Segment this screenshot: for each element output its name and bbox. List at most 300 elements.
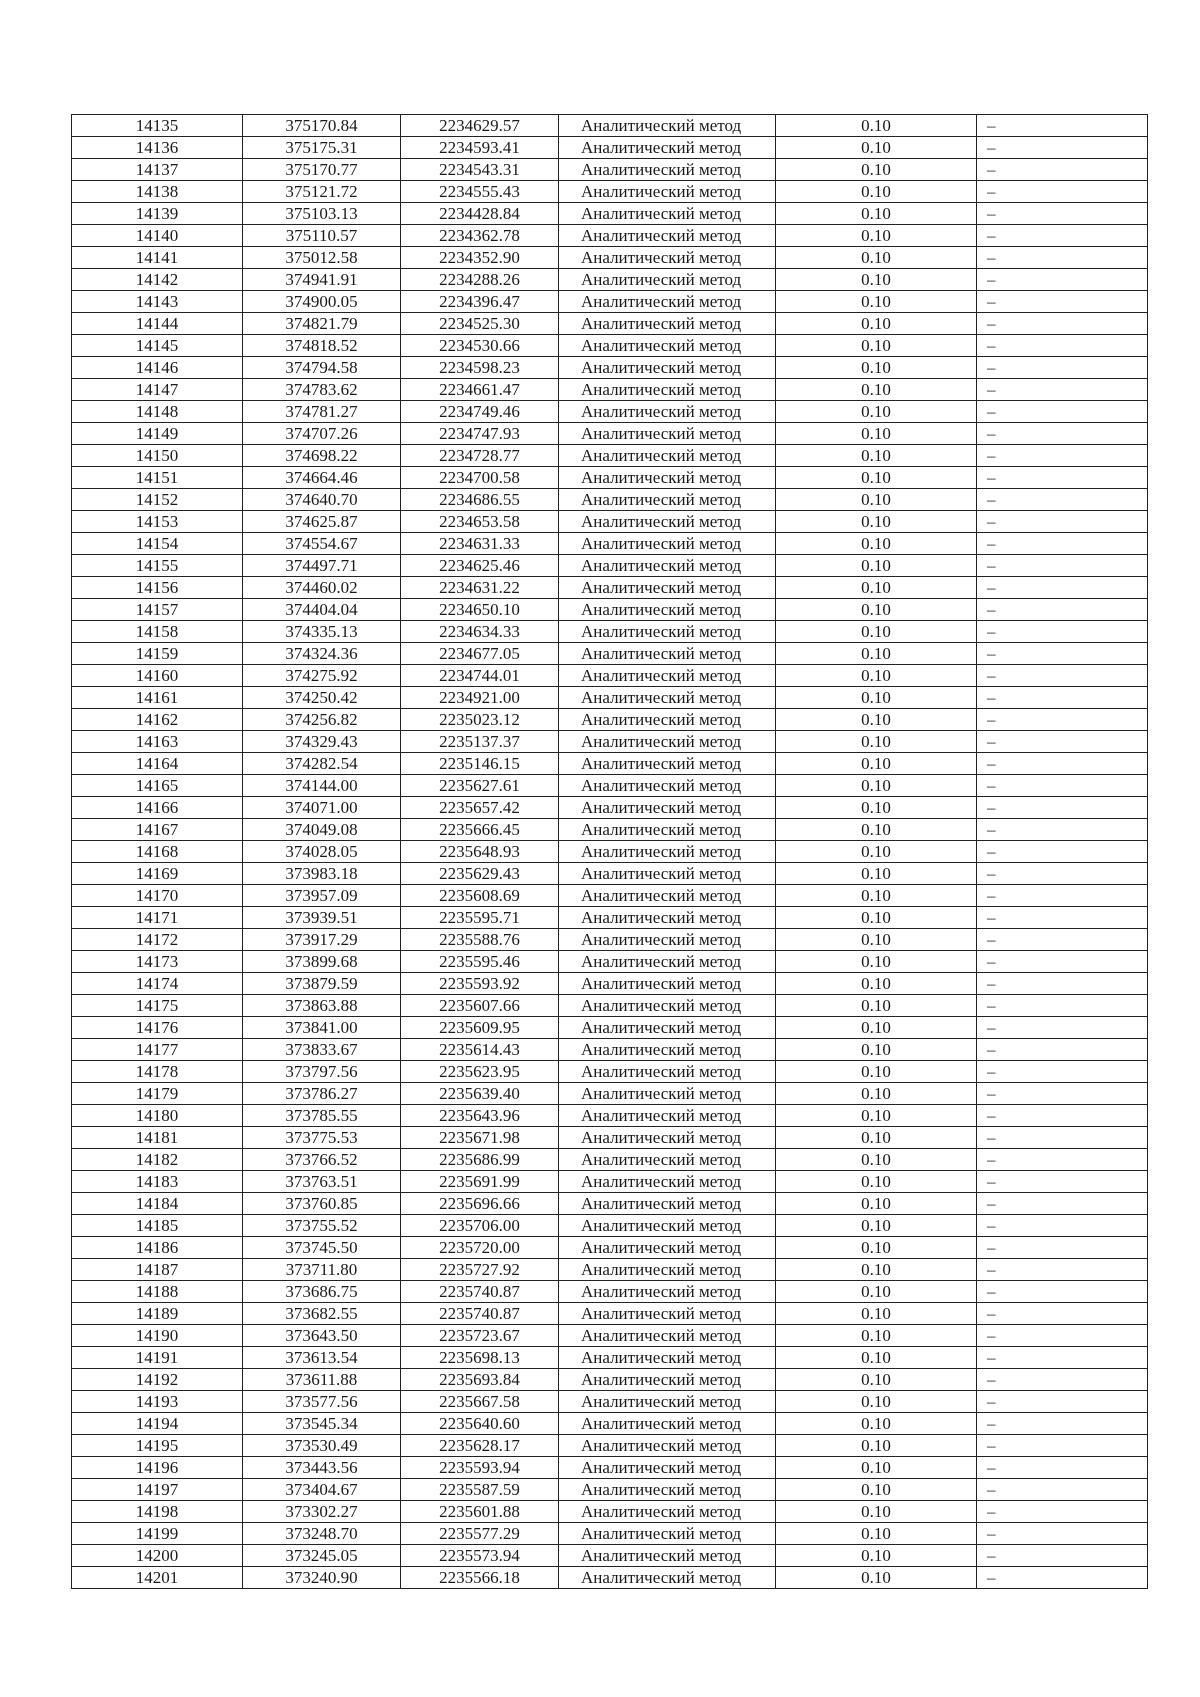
y-coordinate-cell: 2235627.61 bbox=[401, 775, 559, 797]
table-row bbox=[72, 1105, 1148, 1127]
table-row bbox=[72, 621, 1148, 643]
y-coordinate-cell: 2235593.94 bbox=[401, 1457, 559, 1479]
table-row bbox=[72, 1369, 1148, 1391]
x-coordinate-cell: 373711.80 bbox=[243, 1259, 401, 1281]
point-number-cell: 14144 bbox=[72, 313, 243, 335]
table-row bbox=[72, 1215, 1148, 1237]
method-cell: Аналитический метод bbox=[559, 137, 776, 159]
y-coordinate-cell: 2235686.99 bbox=[401, 1149, 559, 1171]
accuracy-cell: 0.10 bbox=[776, 269, 977, 291]
accuracy-cell: 0.10 bbox=[776, 137, 977, 159]
method-cell: Аналитический метод bbox=[559, 797, 776, 819]
point-number-cell: 14190 bbox=[72, 1325, 243, 1347]
x-coordinate-cell: 374625.87 bbox=[243, 511, 401, 533]
y-coordinate-cell: 2235614.43 bbox=[401, 1039, 559, 1061]
method-cell: Аналитический метод bbox=[559, 841, 776, 863]
table-row bbox=[72, 1567, 1148, 1589]
x-coordinate-cell: 374707.26 bbox=[243, 423, 401, 445]
x-coordinate-cell: 373797.56 bbox=[243, 1061, 401, 1083]
table-row bbox=[72, 775, 1148, 797]
table-row bbox=[72, 1501, 1148, 1523]
table-row bbox=[72, 1127, 1148, 1149]
table-row bbox=[72, 577, 1148, 599]
table-row bbox=[72, 753, 1148, 775]
note-cell: – bbox=[977, 357, 1148, 379]
method-cell: Аналитический метод bbox=[559, 1149, 776, 1171]
y-coordinate-cell: 2235666.45 bbox=[401, 819, 559, 841]
coordinates-table-body bbox=[72, 115, 1148, 1589]
accuracy-cell: 0.10 bbox=[776, 467, 977, 489]
method-cell: Аналитический метод bbox=[559, 1281, 776, 1303]
note-cell: – bbox=[977, 1149, 1148, 1171]
method-cell: Аналитический метод bbox=[559, 687, 776, 709]
accuracy-cell: 0.10 bbox=[776, 929, 977, 951]
accuracy-cell: 0.10 bbox=[776, 775, 977, 797]
x-coordinate-cell: 373785.55 bbox=[243, 1105, 401, 1127]
point-number-cell: 14149 bbox=[72, 423, 243, 445]
point-number-cell: 14142 bbox=[72, 269, 243, 291]
accuracy-cell: 0.10 bbox=[776, 181, 977, 203]
method-cell: Аналитический метод bbox=[559, 1237, 776, 1259]
y-coordinate-cell: 2234396.47 bbox=[401, 291, 559, 313]
y-coordinate-cell: 2235608.69 bbox=[401, 885, 559, 907]
x-coordinate-cell: 373766.52 bbox=[243, 1149, 401, 1171]
y-coordinate-cell: 2234288.26 bbox=[401, 269, 559, 291]
y-coordinate-cell: 2235146.15 bbox=[401, 753, 559, 775]
method-cell: Аналитический метод bbox=[559, 577, 776, 599]
accuracy-cell: 0.10 bbox=[776, 335, 977, 357]
note-cell: – bbox=[977, 1193, 1148, 1215]
x-coordinate-cell: 374900.05 bbox=[243, 291, 401, 313]
method-cell: Аналитический метод bbox=[559, 1105, 776, 1127]
table-row bbox=[72, 511, 1148, 533]
method-cell: Аналитический метод bbox=[559, 225, 776, 247]
table-row bbox=[72, 1193, 1148, 1215]
y-coordinate-cell: 2234686.55 bbox=[401, 489, 559, 511]
x-coordinate-cell: 373899.68 bbox=[243, 951, 401, 973]
method-cell: Аналитический метод bbox=[559, 203, 776, 225]
table-row bbox=[72, 1237, 1148, 1259]
accuracy-cell: 0.10 bbox=[776, 643, 977, 665]
table-row bbox=[72, 357, 1148, 379]
y-coordinate-cell: 2235137.37 bbox=[401, 731, 559, 753]
table-row bbox=[72, 731, 1148, 753]
method-cell: Аналитический метод bbox=[559, 621, 776, 643]
accuracy-cell: 0.10 bbox=[776, 1127, 977, 1149]
y-coordinate-cell: 2234653.58 bbox=[401, 511, 559, 533]
note-cell: – bbox=[977, 1413, 1148, 1435]
accuracy-cell: 0.10 bbox=[776, 357, 977, 379]
table-row bbox=[72, 1545, 1148, 1567]
accuracy-cell: 0.10 bbox=[776, 1391, 977, 1413]
accuracy-cell: 0.10 bbox=[776, 1545, 977, 1567]
point-number-cell: 14173 bbox=[72, 951, 243, 973]
accuracy-cell: 0.10 bbox=[776, 665, 977, 687]
method-cell: Аналитический метод bbox=[559, 467, 776, 489]
x-coordinate-cell: 374256.82 bbox=[243, 709, 401, 731]
accuracy-cell: 0.10 bbox=[776, 1017, 977, 1039]
x-coordinate-cell: 374324.36 bbox=[243, 643, 401, 665]
y-coordinate-cell: 2235595.46 bbox=[401, 951, 559, 973]
y-coordinate-cell: 2234631.22 bbox=[401, 577, 559, 599]
table-row bbox=[72, 181, 1148, 203]
point-number-cell: 14192 bbox=[72, 1369, 243, 1391]
x-coordinate-cell: 374554.67 bbox=[243, 533, 401, 555]
accuracy-cell: 0.10 bbox=[776, 885, 977, 907]
accuracy-cell: 0.10 bbox=[776, 247, 977, 269]
y-coordinate-cell: 2235595.71 bbox=[401, 907, 559, 929]
method-cell: Аналитический метод bbox=[559, 1369, 776, 1391]
x-coordinate-cell: 373245.05 bbox=[243, 1545, 401, 1567]
y-coordinate-cell: 2235577.29 bbox=[401, 1523, 559, 1545]
table-row bbox=[72, 1017, 1148, 1039]
x-coordinate-cell: 374794.58 bbox=[243, 357, 401, 379]
point-number-cell: 14186 bbox=[72, 1237, 243, 1259]
accuracy-cell: 0.10 bbox=[776, 1413, 977, 1435]
accuracy-cell: 0.10 bbox=[776, 599, 977, 621]
accuracy-cell: 0.10 bbox=[776, 577, 977, 599]
y-coordinate-cell: 2235623.95 bbox=[401, 1061, 559, 1083]
y-coordinate-cell: 2235643.96 bbox=[401, 1105, 559, 1127]
table-row bbox=[72, 929, 1148, 951]
note-cell: – bbox=[977, 401, 1148, 423]
method-cell: Аналитический метод bbox=[559, 819, 776, 841]
x-coordinate-cell: 373613.54 bbox=[243, 1347, 401, 1369]
y-coordinate-cell: 2234744.01 bbox=[401, 665, 559, 687]
table-row bbox=[72, 1523, 1148, 1545]
point-number-cell: 14194 bbox=[72, 1413, 243, 1435]
table-row bbox=[72, 1281, 1148, 1303]
table-row bbox=[72, 269, 1148, 291]
point-number-cell: 14165 bbox=[72, 775, 243, 797]
note-cell: – bbox=[977, 423, 1148, 445]
accuracy-cell: 0.10 bbox=[776, 1325, 977, 1347]
point-number-cell: 14153 bbox=[72, 511, 243, 533]
method-cell: Аналитический метод bbox=[559, 1259, 776, 1281]
method-cell: Аналитический метод bbox=[559, 1435, 776, 1457]
table-row bbox=[72, 335, 1148, 357]
y-coordinate-cell: 2235601.88 bbox=[401, 1501, 559, 1523]
note-cell: – bbox=[977, 1017, 1148, 1039]
y-coordinate-cell: 2235691.99 bbox=[401, 1171, 559, 1193]
note-cell: – bbox=[977, 1105, 1148, 1127]
method-cell: Аналитический метод bbox=[559, 1523, 776, 1545]
accuracy-cell: 0.10 bbox=[776, 1523, 977, 1545]
accuracy-cell: 0.10 bbox=[776, 1435, 977, 1457]
x-coordinate-cell: 373957.09 bbox=[243, 885, 401, 907]
accuracy-cell: 0.10 bbox=[776, 1281, 977, 1303]
point-number-cell: 14175 bbox=[72, 995, 243, 1017]
x-coordinate-cell: 374497.71 bbox=[243, 555, 401, 577]
table-row bbox=[72, 203, 1148, 225]
method-cell: Аналитический метод bbox=[559, 357, 776, 379]
y-coordinate-cell: 2235023.12 bbox=[401, 709, 559, 731]
method-cell: Аналитический метод bbox=[559, 907, 776, 929]
y-coordinate-cell: 2235607.66 bbox=[401, 995, 559, 1017]
x-coordinate-cell: 373863.88 bbox=[243, 995, 401, 1017]
method-cell: Аналитический метод bbox=[559, 379, 776, 401]
y-coordinate-cell: 2235566.18 bbox=[401, 1567, 559, 1589]
point-number-cell: 14185 bbox=[72, 1215, 243, 1237]
point-number-cell: 14193 bbox=[72, 1391, 243, 1413]
point-number-cell: 14169 bbox=[72, 863, 243, 885]
note-cell: – bbox=[977, 313, 1148, 335]
accuracy-cell: 0.10 bbox=[776, 401, 977, 423]
table-row bbox=[72, 995, 1148, 1017]
point-number-cell: 14159 bbox=[72, 643, 243, 665]
y-coordinate-cell: 2235639.40 bbox=[401, 1083, 559, 1105]
y-coordinate-cell: 2234749.46 bbox=[401, 401, 559, 423]
y-coordinate-cell: 2234598.23 bbox=[401, 357, 559, 379]
note-cell: – bbox=[977, 599, 1148, 621]
x-coordinate-cell: 374941.91 bbox=[243, 269, 401, 291]
x-coordinate-cell: 373745.50 bbox=[243, 1237, 401, 1259]
note-cell: – bbox=[977, 1567, 1148, 1589]
note-cell: – bbox=[977, 511, 1148, 533]
table-row bbox=[72, 665, 1148, 687]
method-cell: Аналитический метод bbox=[559, 863, 776, 885]
method-cell: Аналитический метод bbox=[559, 1457, 776, 1479]
x-coordinate-cell: 373545.34 bbox=[243, 1413, 401, 1435]
table-row bbox=[72, 643, 1148, 665]
note-cell: – bbox=[977, 1391, 1148, 1413]
note-cell: – bbox=[977, 1215, 1148, 1237]
accuracy-cell: 0.10 bbox=[776, 687, 977, 709]
table-row bbox=[72, 379, 1148, 401]
x-coordinate-cell: 374335.13 bbox=[243, 621, 401, 643]
method-cell: Аналитический метод bbox=[559, 533, 776, 555]
accuracy-cell: 0.10 bbox=[776, 1259, 977, 1281]
accuracy-cell: 0.10 bbox=[776, 753, 977, 775]
note-cell: – bbox=[977, 819, 1148, 841]
x-coordinate-cell: 373775.53 bbox=[243, 1127, 401, 1149]
x-coordinate-cell: 375170.77 bbox=[243, 159, 401, 181]
method-cell: Аналитический метод bbox=[559, 1017, 776, 1039]
note-cell: – bbox=[977, 577, 1148, 599]
x-coordinate-cell: 373643.50 bbox=[243, 1325, 401, 1347]
note-cell: – bbox=[977, 181, 1148, 203]
point-number-cell: 14171 bbox=[72, 907, 243, 929]
method-cell: Аналитический метод bbox=[559, 335, 776, 357]
table-row bbox=[72, 1479, 1148, 1501]
note-cell: – bbox=[977, 1303, 1148, 1325]
note-cell: – bbox=[977, 687, 1148, 709]
table-row bbox=[72, 797, 1148, 819]
note-cell: – bbox=[977, 1237, 1148, 1259]
y-coordinate-cell: 2234625.46 bbox=[401, 555, 559, 577]
y-coordinate-cell: 2235628.17 bbox=[401, 1435, 559, 1457]
table-row bbox=[72, 907, 1148, 929]
point-number-cell: 14164 bbox=[72, 753, 243, 775]
table-row bbox=[72, 819, 1148, 841]
accuracy-cell: 0.10 bbox=[776, 115, 977, 137]
point-number-cell: 14198 bbox=[72, 1501, 243, 1523]
note-cell: – bbox=[977, 1435, 1148, 1457]
method-cell: Аналитический метод bbox=[559, 269, 776, 291]
x-coordinate-cell: 373443.56 bbox=[243, 1457, 401, 1479]
table-row bbox=[72, 1039, 1148, 1061]
y-coordinate-cell: 2235640.60 bbox=[401, 1413, 559, 1435]
x-coordinate-cell: 374250.42 bbox=[243, 687, 401, 709]
table-row bbox=[72, 1413, 1148, 1435]
accuracy-cell: 0.10 bbox=[776, 1347, 977, 1369]
method-cell: Аналитический метод bbox=[559, 643, 776, 665]
accuracy-cell: 0.10 bbox=[776, 313, 977, 335]
point-number-cell: 14172 bbox=[72, 929, 243, 951]
point-number-cell: 14139 bbox=[72, 203, 243, 225]
note-cell: – bbox=[977, 775, 1148, 797]
y-coordinate-cell: 2235706.00 bbox=[401, 1215, 559, 1237]
table-row bbox=[72, 159, 1148, 181]
note-cell: – bbox=[977, 115, 1148, 137]
x-coordinate-cell: 373983.18 bbox=[243, 863, 401, 885]
accuracy-cell: 0.10 bbox=[776, 1193, 977, 1215]
point-number-cell: 14178 bbox=[72, 1061, 243, 1083]
point-number-cell: 14137 bbox=[72, 159, 243, 181]
method-cell: Аналитический метод bbox=[559, 665, 776, 687]
y-coordinate-cell: 2235720.00 bbox=[401, 1237, 559, 1259]
point-number-cell: 14145 bbox=[72, 335, 243, 357]
accuracy-cell: 0.10 bbox=[776, 1369, 977, 1391]
note-cell: – bbox=[977, 753, 1148, 775]
x-coordinate-cell: 373786.27 bbox=[243, 1083, 401, 1105]
note-cell: – bbox=[977, 489, 1148, 511]
method-cell: Аналитический метод bbox=[559, 489, 776, 511]
x-coordinate-cell: 374144.00 bbox=[243, 775, 401, 797]
x-coordinate-cell: 374282.54 bbox=[243, 753, 401, 775]
accuracy-cell: 0.10 bbox=[776, 951, 977, 973]
method-cell: Аналитический метод bbox=[559, 1171, 776, 1193]
method-cell: Аналитический метод bbox=[559, 181, 776, 203]
x-coordinate-cell: 373248.70 bbox=[243, 1523, 401, 1545]
table-row bbox=[72, 1171, 1148, 1193]
method-cell: Аналитический метод bbox=[559, 1127, 776, 1149]
table-row bbox=[72, 951, 1148, 973]
point-number-cell: 14201 bbox=[72, 1567, 243, 1589]
method-cell: Аналитический метод bbox=[559, 401, 776, 423]
x-coordinate-cell: 374275.92 bbox=[243, 665, 401, 687]
accuracy-cell: 0.10 bbox=[776, 1061, 977, 1083]
point-number-cell: 14143 bbox=[72, 291, 243, 313]
y-coordinate-cell: 2235609.95 bbox=[401, 1017, 559, 1039]
point-number-cell: 14148 bbox=[72, 401, 243, 423]
method-cell: Аналитический метод bbox=[559, 885, 776, 907]
method-cell: Аналитический метод bbox=[559, 1391, 776, 1413]
note-cell: – bbox=[977, 533, 1148, 555]
x-coordinate-cell: 374329.43 bbox=[243, 731, 401, 753]
method-cell: Аналитический метод bbox=[559, 951, 776, 973]
accuracy-cell: 0.10 bbox=[776, 379, 977, 401]
table-row bbox=[72, 1347, 1148, 1369]
method-cell: Аналитический метод bbox=[559, 1501, 776, 1523]
point-number-cell: 14168 bbox=[72, 841, 243, 863]
point-number-cell: 14179 bbox=[72, 1083, 243, 1105]
x-coordinate-cell: 374783.62 bbox=[243, 379, 401, 401]
x-coordinate-cell: 375175.31 bbox=[243, 137, 401, 159]
y-coordinate-cell: 2234362.78 bbox=[401, 225, 559, 247]
note-cell: – bbox=[977, 269, 1148, 291]
point-number-cell: 14146 bbox=[72, 357, 243, 379]
point-number-cell: 14160 bbox=[72, 665, 243, 687]
point-number-cell: 14176 bbox=[72, 1017, 243, 1039]
x-coordinate-cell: 373763.51 bbox=[243, 1171, 401, 1193]
table-row bbox=[72, 1061, 1148, 1083]
point-number-cell: 14136 bbox=[72, 137, 243, 159]
method-cell: Аналитический метод bbox=[559, 1567, 776, 1589]
x-coordinate-cell: 374404.04 bbox=[243, 599, 401, 621]
x-coordinate-cell: 375012.58 bbox=[243, 247, 401, 269]
x-coordinate-cell: 373682.55 bbox=[243, 1303, 401, 1325]
note-cell: – bbox=[977, 445, 1148, 467]
note-cell: – bbox=[977, 885, 1148, 907]
accuracy-cell: 0.10 bbox=[776, 1105, 977, 1127]
method-cell: Аналитический метод bbox=[559, 247, 776, 269]
point-number-cell: 14183 bbox=[72, 1171, 243, 1193]
point-number-cell: 14152 bbox=[72, 489, 243, 511]
x-coordinate-cell: 373917.29 bbox=[243, 929, 401, 951]
x-coordinate-cell: 373760.85 bbox=[243, 1193, 401, 1215]
accuracy-cell: 0.10 bbox=[776, 621, 977, 643]
y-coordinate-cell: 2235696.66 bbox=[401, 1193, 559, 1215]
x-coordinate-cell: 373611.88 bbox=[243, 1369, 401, 1391]
point-number-cell: 14189 bbox=[72, 1303, 243, 1325]
x-coordinate-cell: 375110.57 bbox=[243, 225, 401, 247]
x-coordinate-cell: 374028.05 bbox=[243, 841, 401, 863]
accuracy-cell: 0.10 bbox=[776, 1149, 977, 1171]
note-cell: – bbox=[977, 555, 1148, 577]
note-cell: – bbox=[977, 863, 1148, 885]
x-coordinate-cell: 374818.52 bbox=[243, 335, 401, 357]
x-coordinate-cell: 374049.08 bbox=[243, 819, 401, 841]
y-coordinate-cell: 2235648.93 bbox=[401, 841, 559, 863]
method-cell: Аналитический метод bbox=[559, 1545, 776, 1567]
note-cell: – bbox=[977, 1501, 1148, 1523]
point-number-cell: 14138 bbox=[72, 181, 243, 203]
point-number-cell: 14184 bbox=[72, 1193, 243, 1215]
x-coordinate-cell: 373686.75 bbox=[243, 1281, 401, 1303]
table-row bbox=[72, 1259, 1148, 1281]
accuracy-cell: 0.10 bbox=[776, 1083, 977, 1105]
accuracy-cell: 0.10 bbox=[776, 1567, 977, 1589]
table-row bbox=[72, 599, 1148, 621]
x-coordinate-cell: 374640.70 bbox=[243, 489, 401, 511]
point-number-cell: 14195 bbox=[72, 1435, 243, 1457]
point-number-cell: 14161 bbox=[72, 687, 243, 709]
y-coordinate-cell: 2234677.05 bbox=[401, 643, 559, 665]
note-cell: – bbox=[977, 291, 1148, 313]
table-row bbox=[72, 533, 1148, 555]
note-cell: – bbox=[977, 203, 1148, 225]
accuracy-cell: 0.10 bbox=[776, 797, 977, 819]
accuracy-cell: 0.10 bbox=[776, 863, 977, 885]
table-row bbox=[72, 445, 1148, 467]
point-number-cell: 14158 bbox=[72, 621, 243, 643]
x-coordinate-cell: 374460.02 bbox=[243, 577, 401, 599]
note-cell: – bbox=[977, 1061, 1148, 1083]
method-cell: Аналитический метод bbox=[559, 995, 776, 1017]
point-number-cell: 14157 bbox=[72, 599, 243, 621]
table-row bbox=[72, 291, 1148, 313]
x-coordinate-cell: 374664.46 bbox=[243, 467, 401, 489]
table-row bbox=[72, 313, 1148, 335]
x-coordinate-cell: 373302.27 bbox=[243, 1501, 401, 1523]
y-coordinate-cell: 2234428.84 bbox=[401, 203, 559, 225]
point-number-cell: 14196 bbox=[72, 1457, 243, 1479]
y-coordinate-cell: 2235587.59 bbox=[401, 1479, 559, 1501]
note-cell: – bbox=[977, 929, 1148, 951]
note-cell: – bbox=[977, 907, 1148, 929]
note-cell: – bbox=[977, 709, 1148, 731]
